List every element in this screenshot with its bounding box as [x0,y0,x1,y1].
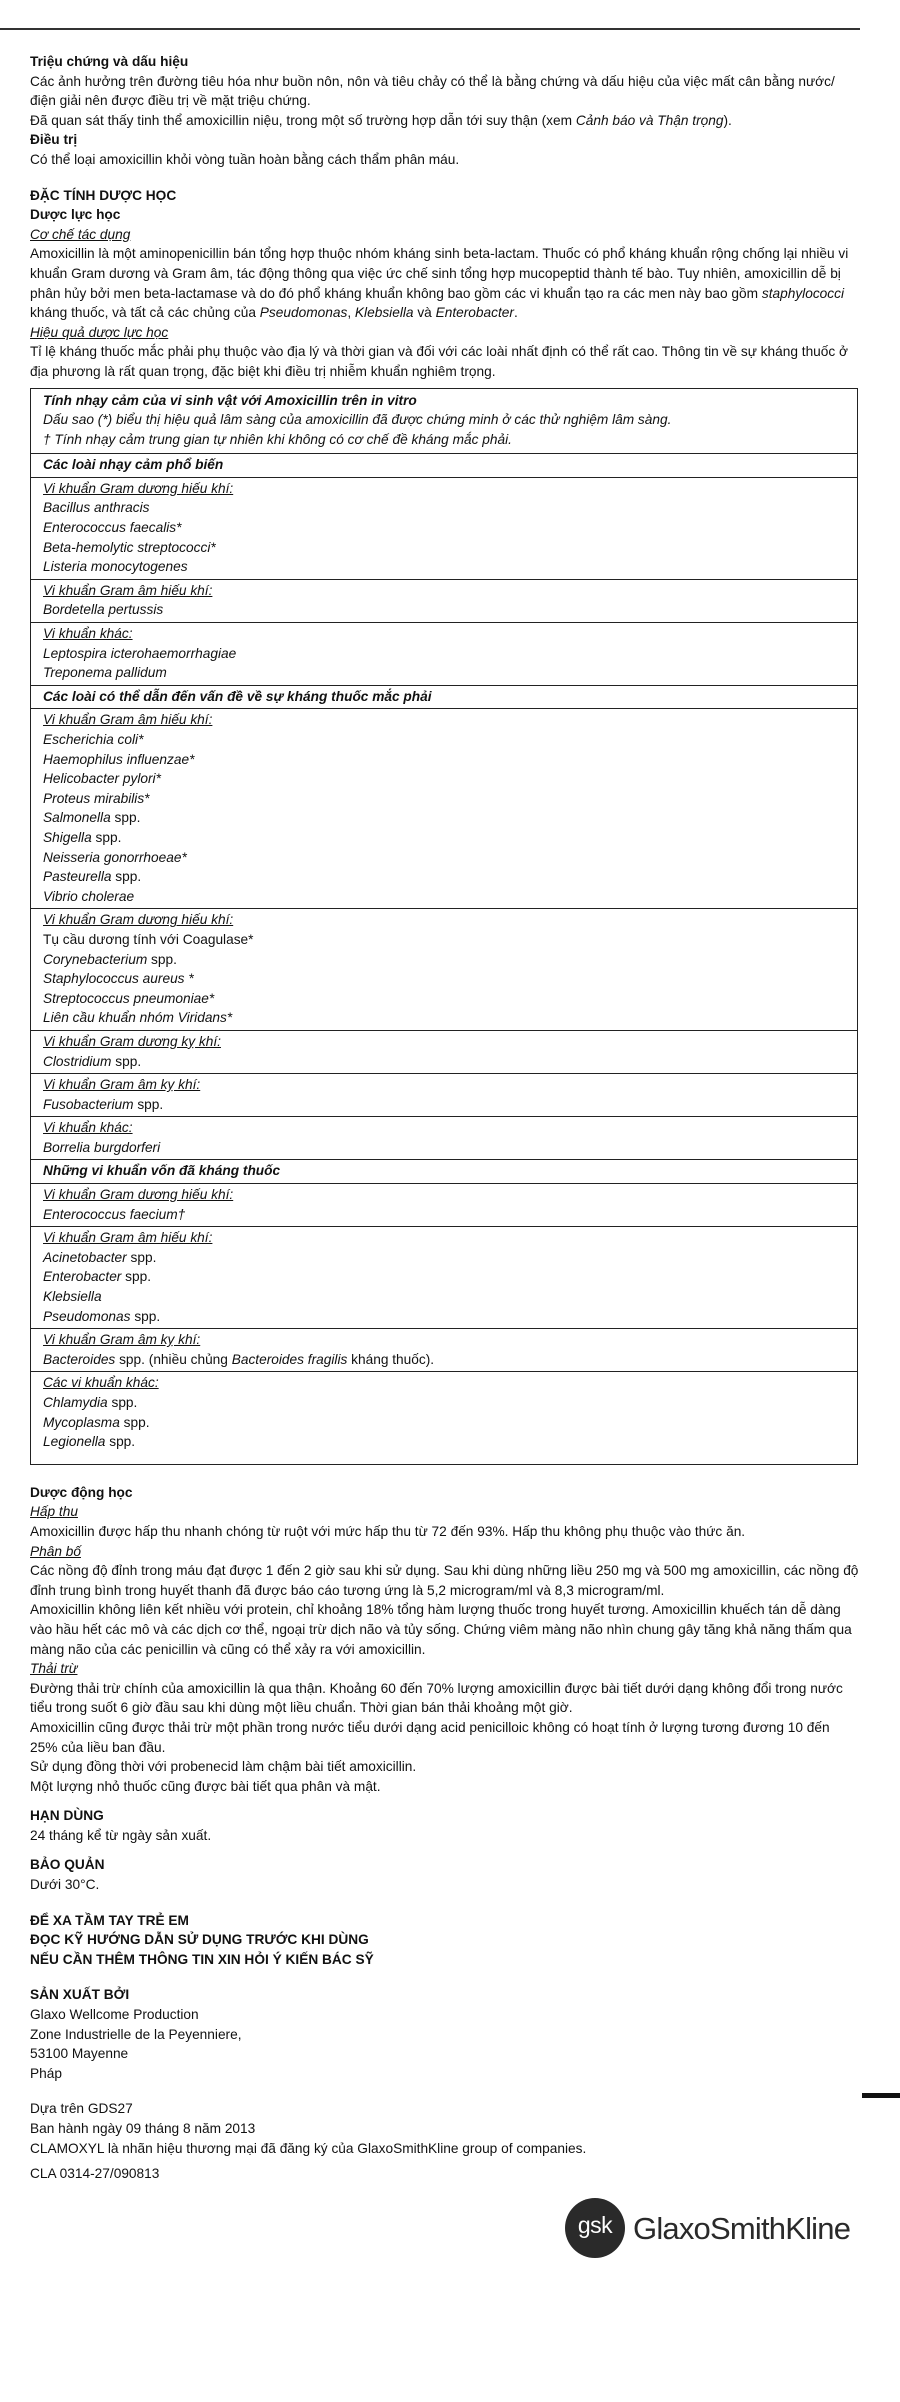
group-label: Vi khuẩn Gram âm hiếu khí: [43,712,213,728]
list-item: Tụ cầu dương tính với Coagulase* [43,931,254,947]
group-label: Vi khuẩn Gram âm hiếu khí: [43,582,213,598]
text-span: ). [723,112,732,128]
elimination-paragraph-4: Một lượng nhỏ thuốc cũng được bài tiết qua phân và mật. [30,1778,381,1794]
spp-suffix: spp. [105,1434,136,1450]
list-item [43,1307,845,1327]
manufacturer-line-2: Zone Industrielle de la Peyenniere, [30,2026,242,2042]
susceptibility-table [30,388,858,1465]
mechanism-paragraph [30,244,860,322]
table-group [31,1227,857,1329]
taxon: staphylococci [761,285,845,301]
table-group [31,1031,857,1074]
table-note-2: † Tính nhạy cảm trung gian tự nhiên khi không có cơ chế đề kháng mắc phải. [43,431,512,447]
absorption-paragraph: Amoxicillin được hấp thu nhanh chóng từ ruột với mức hấp thu từ 72 đến 93%. Hấp thu không phụ thuộc vào thức ăn. [30,1523,746,1539]
manufacturer-line-4: Pháp [30,2065,62,2081]
taxon: Pseudomonas [259,305,348,321]
group-label: Vi khuẩn khác: [43,626,133,642]
group-label: Các vi khuẩn khác: [43,1375,159,1391]
shelf-life-heading: HẠN DÙNG [30,1808,104,1824]
list-item [43,1393,845,1413]
list-item: Enterococcus faecium† [43,1206,186,1222]
text-span: spp. (nhiều chủng [115,1351,232,1367]
footer-line-4: CLA 0314-27/090813 [30,2166,160,2182]
table-group [31,1329,857,1372]
warning-line-2: ĐỌC KỸ HƯỚNG DẪN SỬ DỤNG TRƯỚC KHI DÙNG [30,1932,369,1948]
gsk-logo-wordmark: GlaxoSmithKline [633,2211,851,2246]
taxon: Mycoplasma [43,1414,120,1430]
spp-suffix: spp. [111,869,142,885]
group-label: Vi khuẩn Gram âm kỵ khí: [43,1332,201,1348]
pharmacokinetics-heading: Dược động học [30,1484,133,1500]
spp-suffix: spp. [121,1269,152,1285]
text-span: kháng thuốc). [347,1351,435,1367]
table-group [31,1184,857,1227]
mechanism-label: Cơ chế tác dụng [30,226,131,242]
table-note-1: Dấu sao (*) biểu thị hiệu quả lâm sàng của amoxicillin đã được chứng minh ở các thử nghiệm lâm sàng. [43,412,672,428]
group-label: Vi khuẩn khác: [43,1120,133,1136]
taxon: Klebsiella [354,305,414,321]
taxon: Pseudomonas [43,1308,131,1324]
distribution-paragraph-2: Amoxicillin không liên kết nhiều với protein, chỉ khoảng 18% tổng hàm lượng thuốc trong huyết tương. Amoxicillin khuếch tán dễ dàng vào hầu hết các mô và các dịch cơ thể, ngoại trừ dịch não và tủy sống. Chứng viêm màng não nhìn chung gây tăng khả năng thấm qua màng não của các penicillin và cũng có thể xảy ra với amoxicillin. [30,1602,852,1657]
elimination-label: Thải trừ [30,1661,78,1677]
list-item: Proteus mirabilis* [43,790,150,806]
spp-suffix: spp. [107,1395,138,1410]
pharma-heading: ĐẶC TÍNH DƯỢC HỌC [30,187,177,203]
treatment-heading: Điều trị [30,132,78,148]
taxon: Salmonella [43,810,111,826]
text-span: Amoxicillin là một aminopenicillin bán tổng hợp thuộc nhóm kháng sinh beta-lactam. Thuốc có phổ kháng khuẩn rộng chống lại nhiều vi khuẩn Gram dương và Gram âm, tác động thông qua việc ức chế sinh tổng hợp mucopeptid thành tế bào. Tuy nhiên, amoxicillin dễ bị phân hủy bởi men beta-lactamase và do đó phổ kháng khuẩn không bao gồm các vi khuẩn tạo ra các men này bao gồm [30,246,849,301]
pharmacodynamics-heading: Dược lực học [30,207,121,223]
table-group [31,1117,857,1160]
text-span: kháng thuốc, và tất cả các chủng của [30,305,260,321]
footer-line-1: Dựa trên GDS27 [30,2101,133,2117]
treatment-paragraph: Có thể loại amoxicillin khỏi vòng tuần hoàn bằng cách thẩm phân máu. [30,151,460,167]
taxon: Fusobacterium [43,1096,134,1112]
table-title: Tính nhạy cảm của vi sinh vật với Amoxicillin trên in vitro [43,392,417,408]
manufacturer-line-3: 53100 Mayenne [30,2046,129,2062]
list-item: Helicobacter pylori* [43,771,161,787]
spp-suffix: spp. [133,1096,164,1112]
category-acquired-resistance: Các loài có thể dẫn đến vấn đề về sự kháng thuốc mắc phải [31,686,857,710]
table-group [31,1074,857,1117]
manufacturer-line-1: Glaxo Wellcome Production [30,2007,199,2023]
list-item: Staphylococcus aureus * [43,971,194,987]
list-item: Neisseria gonorrhoeae* [43,849,187,865]
distribution-paragraph-1: Các nồng độ đỉnh trong máu đạt được 1 đến 2 giờ sau khi sử dụng. Sau khi dùng những liều 250 mg và 500 mg amoxicillin, các nồng độ đỉnh trung bình trong huyết thanh đã được báo cáo tương ứng là 5,2 microgram/ml và 8,3 microgram/ml. [30,1563,859,1598]
list-item [43,1432,845,1452]
manufacturer-heading: SẢN XUẤT BỞI [30,1987,130,2003]
list-item [43,1267,845,1287]
absorption-label: Hấp thu [30,1504,78,1520]
list-item: Borrelia burgdorferi [43,1139,161,1155]
text-span: Đã quan sát thấy tinh thể amoxicillin niệu, trong một số trường hợp dẫn tới suy thận (xem [30,112,576,128]
list-item [43,1350,845,1370]
table-group [31,909,857,1031]
list-item: Vibrio cholerae [43,888,135,904]
list-item [43,828,845,848]
spp-suffix: spp. [147,951,177,967]
storage-heading: BẢO QUẢN [30,1857,105,1873]
taxon: Legionella [43,1434,106,1450]
taxon: Corynebacterium [43,951,148,967]
gsk-logo [565,2198,865,2258]
group-label: Vi khuẩn Gram âm hiếu khí: [43,1230,213,1246]
list-item: Escherichia coli* [43,732,144,747]
spp-suffix: spp. [119,1414,150,1430]
taxon: Bacteroides [43,1351,116,1367]
group-label: Vi khuẩn Gram dương hiếu khí: [43,1187,234,1203]
list-item: Klebsiella [43,1289,102,1305]
text-span: , [347,305,355,321]
taxon: Enterobacter [43,1269,122,1285]
spp-suffix: spp. [110,810,141,826]
table-group [31,623,857,686]
elimination-paragraph-2: Amoxicillin cũng được thải trừ một phần trong nước tiểu dưới dạng acid penicilloic không có hoạt tính ở lượng tương đương 10 đến 25% của liều ban đầu. [30,1719,830,1755]
taxon: Clostridium [43,1053,112,1069]
category-susceptible: Các loài nhạy cảm phổ biến [31,454,857,478]
document-page [30,52,860,2184]
list-item [43,1413,845,1433]
list-item [43,950,845,970]
storage-text: Dưới 30°C. [30,1877,100,1893]
table-group [31,1372,857,1463]
list-item [43,808,845,828]
list-item: Listeria monocytogenes [43,559,188,575]
list-item [43,867,845,887]
margin-mark [862,2093,900,2098]
text-span: . [513,305,518,321]
footer-line-2: Ban hành ngày 09 tháng 8 năm 2013 [30,2121,256,2136]
group-label: Vi khuẩn Gram dương hiếu khí: [43,480,234,496]
table-group [31,709,857,909]
top-rule-dashed [700,28,860,30]
elimination-paragraph-3: Sử dụng đồng thời với probenecid làm chậm bài tiết amoxicillin. [30,1759,417,1775]
text-span: và [413,305,436,321]
spp-suffix: spp. [126,1249,157,1265]
taxon: Enterobacter [435,305,514,321]
list-item: Bacillus anthracis [43,500,150,516]
spp-suffix: spp. [111,1053,142,1069]
taxon: Shigella [43,829,92,845]
list-item: Bordetella pertussis [43,602,164,618]
group-label: Vi khuẩn Gram âm kỵ khí: [43,1077,201,1093]
table-group [31,478,857,580]
table-group [31,580,857,623]
efficacy-label: Hiệu quả dược lực học [30,324,169,340]
taxon: Chlamydia [43,1395,108,1410]
footer-line-3: CLAMOXYL là nhãn hiệu thương mại đã đăng ký của GlaxoSmithKline group of companies. [30,2140,587,2156]
group-label: Vi khuẩn Gram dương kỵ khí: [43,1033,221,1049]
list-item: Enterococcus faecalis* [43,520,182,536]
elimination-paragraph-1: Đường thải trừ chính của amoxicillin là qua thận. Khoảng 60 đến 70% lượng amoxicillin được bài tiết dưới dạng không đổi trong nước tiểu trong suốt 6 giờ đầu sau khi dùng một liều chuẩn. Thời gian bán thải khoảng một giờ. [30,1680,843,1716]
list-item [43,1248,845,1268]
gsk-logo-mark-text: gsk [577,2212,613,2238]
list-item: Treponema pallidum [43,665,167,681]
taxon: Pasteurella [43,869,112,885]
symptoms-heading: Triệu chứng và dấu hiệu [30,54,189,69]
list-item: Liên cầu khuẩn nhóm Viridans* [43,1010,233,1026]
symptoms-paragraph-2 [30,111,860,131]
shelf-life-text: 24 tháng kể từ ngày sản xuất. [30,1827,212,1843]
group-label: Vi khuẩn Gram dương hiếu khí: [43,912,234,928]
list-item [43,1095,845,1115]
symptoms-paragraph-1: Các ảnh hưởng trên đường tiêu hóa như buồn nôn, nôn và tiêu chảy có thể là bằng chứng và dấu hiệu của việc mất cân bằng nước/điện giải nên được điều trị về mặt triệu chứng. [30,73,835,109]
list-item [43,1052,845,1072]
list-item: Streptococcus pneumoniae* [43,990,215,1006]
spp-suffix: spp. [91,829,122,845]
warning-line-1: ĐỂ XA TẦM TAY TRẺ EM [30,1912,189,1928]
distribution-label: Phân bố [30,1543,81,1559]
list-item: Haemophilus influenzae* [43,751,195,767]
category-intrinsic-resistance: Những vi khuẩn vốn đã kháng thuốc [31,1160,857,1184]
spp-suffix: spp. [130,1308,161,1324]
taxon: Acinetobacter [43,1249,127,1265]
warning-line-3: NẾU CẦN THÊM THÔNG TIN XIN HỎI Ý KIẾN BÁC SỸ [30,1951,374,1967]
list-item: Leptospira icterohaemorrhagiae [43,645,237,661]
efficacy-paragraph: Tỉ lệ kháng thuốc mắc phải phụ thuộc vào địa lý và thời gian và đối với các loài nhất định có thể rất cao. Thông tin về sự kháng thuốc ở địa phương là rất quan trọng, đặc biệt khi điều trị nhiễm khuẩn nghiêm trọng. [30,344,849,379]
cross-reference: Cảnh báo và Thận trọng [575,112,724,128]
list-item: Beta-hemolytic streptococci* [43,539,216,555]
table-header [31,389,857,455]
taxon: Bacteroides fragilis [231,1351,348,1367]
